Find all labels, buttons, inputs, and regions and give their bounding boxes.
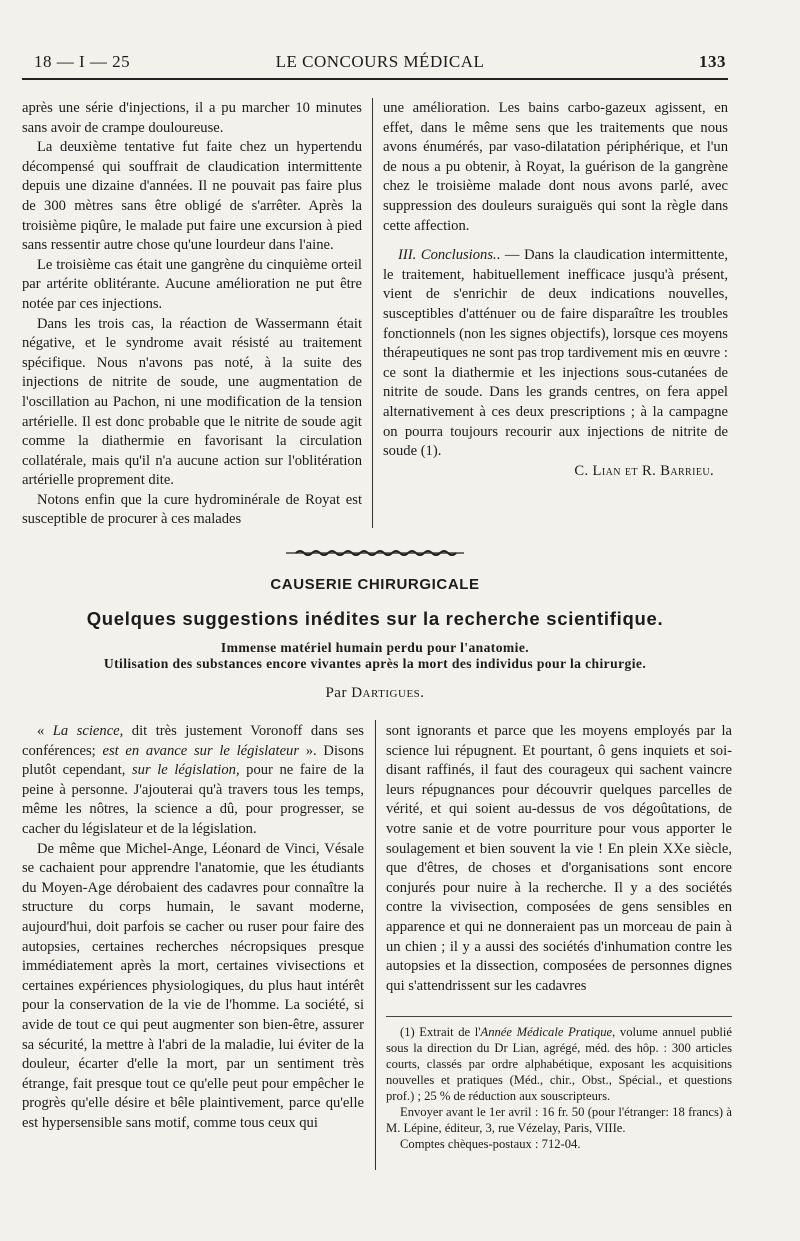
text-run: (1) Extrait de l' xyxy=(400,1025,481,1039)
text-run: pour ne faire de la peine à personne. J'ajouterai qu'à travers tous les temps, même les nôtres, la science a dû, pour progresser, se cacher du législateur et de la législation. xyxy=(22,762,364,837)
text-run: , volume annuel publié sous la direction du Dr Lian, agrégé, méd. des hôp. : 300 articles courts, classés par ordre alphabétique, exposant les acquisitions nouvelles et pratiques (Méd., chir., Obst., Spécial., et questions prof.) ; 25 % de réduction aux souscripteurs. xyxy=(386,1025,733,1103)
footnote-text: Envoyer avant le 1er avril : 16 fr. 50 (pour l'étranger: 18 francs) à M. Lépine, éditeur, 3, rue Vézelay, Paris, VIIIe. xyxy=(386,1105,732,1135)
journal-title: LE CONCOURS MÉDICAL xyxy=(275,52,485,71)
column-divider xyxy=(375,720,376,1170)
top-left-column xyxy=(22,99,362,530)
bottom-left-column xyxy=(22,722,364,1133)
byline xyxy=(0,685,750,702)
article-subtitle: Utilisation des substances encore vivantes après la mort des individus pour la chirurgie. xyxy=(103,656,647,671)
conclusions-label: III. Conclusions. xyxy=(398,247,497,264)
footnote-text: Comptes chèques-postaux : 712-04. xyxy=(400,1137,581,1151)
conclusions-paragraph xyxy=(383,246,728,462)
footnote-rule xyxy=(386,1016,732,1017)
footnote xyxy=(386,1024,732,1152)
page-header xyxy=(34,52,726,74)
paragraph: De même que Michel-Ange, Léonard de Vinci, Vésale se cachaient pour apprendre l'anatomie, que les étudiants du Moyen-Age dérobaient des cadavres pour connaître la structure du corps humain, le savant moderne, aujourd'hui, doit parfois se cacher ou ruser pour faire des autopsies, certaines recherches nécropsiques presque immédiatement après la mort, certaines vivisections et certaines expériences physiologiques, du plus haut intérêt pour la conservation de la vie de l'homme. La société, si avide de tout ce qui peut augmenter son bien-être, assurer sa sécurité, la mettre à l'abri de la maladie, lui éviter de la douleur, écarter d'elle la mort, par un sentiment très étrange, fait presque tout ce qu'elle peut pour empêcher le progrès qu'elle désire et bêle plaintivement, parce qu'elle est hypersensible sans motif, comme tous ceux qui xyxy=(22,840,364,1131)
article-subtitle: Immense matériel humain perdu pour l'anatomie. xyxy=(220,640,530,655)
text-run: ». Disons plutôt cependant, xyxy=(22,742,364,779)
paragraph: sont ignorants et parce que les moyens employés par la science lui répugnent. Et pourtant, ô gens inquiets et soi-disant raffinés, il faut des courageux qui sachent vaincre leurs répugnances pour découvrir quelques parcelles de vérité, et qui soient au-dessus de vos dégoûtations, de votre sanie et de votre pourriture pour vous apporter le soulagement et bien souvent la vie ! En plein XXe siècle, que d'êtres, de choses et d'organisations sont encore conjurés pour nuire à la recherche. Il y a des sociétés contre la vivisection, composées de gens sensibles en apparence et qui ne donneraient pas un morceau de pain à un chien ; il y a aussi des sociétés d'inhumation contre les autopsies et la dissection, composées de personnes dignes qui s'attendrissent sur les cadavres xyxy=(386,723,732,994)
issue-date: 18 — I — 25 xyxy=(34,52,131,71)
quote-text: sur le législation, xyxy=(132,762,240,779)
paragraph: Notons enfin que la cure hydrominérale de Royat est susceptible de procurer à ces malades xyxy=(22,491,362,528)
conclusions-text: . — Dans la claudication intermittente, le traitement, habituellement inefficace jusqu'à présent, vient de s'enrichir de deux indications nouvelles, susceptibles d'atténuer ou de faire disparaître les troubles fonctionnels (non les signes objectifs), lorsque ces moyens thérapeutiques ne sont pas trop tardivement mis en œuvre : ce sont la diathermie et les injections sous-cutanées de nitrite de soude. Dans les grands centres, on fera appel alternativement à ces deux prescriptions ; à la campagne on pourra toujours recourir aux injections de nitrite de soude (1). xyxy=(383,247,728,460)
article-title: Quelques suggestions inédites sur la recherche scientifique. xyxy=(86,608,664,629)
byline-prefix: Par xyxy=(325,685,347,701)
book-title: Année Médicale Pratique xyxy=(480,1025,613,1039)
paragraph: après une série d'injections, il a pu marcher 10 minutes sans avoir de crampe douloureuse. xyxy=(22,100,362,136)
paragraph: Dans les trois cas, la réaction de Wassermann était négative, et le syndrome avait résisté au traitement spécifique. Nous n'avons pas noté, à la suite des injections de nitrite de soude, une augmentation de l'oscillation au Pachon, ni une modification de la tension artérielle. Il est donc probable que le nitrite de soude agit comme la diathermie en favorisant la circulation collatérale, mais qu'il n'a aucune action sur l'oblitération artérielle proprement dite. xyxy=(22,315,362,489)
footnote-text xyxy=(386,1024,732,1104)
top-right-column xyxy=(383,99,728,481)
paragraph: une amélioration. Les bains carbo-gazeux agissent, en effet, dans le même sens que les traitements que nous avons énumérés, par vaso-dilatation périphérique, et l'un de nous a pu obtenir, à Royat, la guérison de la gangrène chez le troisième malade dont nous avons parlé, avec suppression des douleurs suraiguës qui sont la règle dans cette affection. xyxy=(383,100,728,234)
column-divider xyxy=(372,98,373,528)
author-name: Dartigues. xyxy=(351,685,425,701)
paragraph xyxy=(22,722,364,840)
paragraph: La deuxième tentative fut faite chez un hypertendu décompensé qui souffrait de claudication intermittente depuis une dizaine d'années. Il ne pouvait pas faire plus de 300 mètres sans être obligé de s'arrêter. Après la troisième piqûre, le malade put faire une excursion à pied sans ressentir autre chose qu'une lourdeur dans l'aine. xyxy=(22,139,362,254)
quote-text: La science, xyxy=(52,723,124,739)
quote-text: est en avance sur le législateur xyxy=(102,742,300,759)
header-rule xyxy=(22,78,728,80)
text-run: dit très justement Voronoff dans ses conférences; xyxy=(22,723,364,759)
page-number: 133 xyxy=(699,52,726,71)
ornament-divider xyxy=(286,547,464,557)
authors-signature: C. Lian et R. Barrieu. xyxy=(574,462,714,479)
paragraph: Le troisième cas était une gangrène du cinquième orteil par artérite oblitérante. Aucune amélioration ne put être notée par ces injections. xyxy=(22,256,362,312)
section-category: CAUSERIE CHIRURGICALE xyxy=(270,576,480,593)
bottom-right-column xyxy=(386,722,732,996)
quote-open: « xyxy=(37,723,53,739)
